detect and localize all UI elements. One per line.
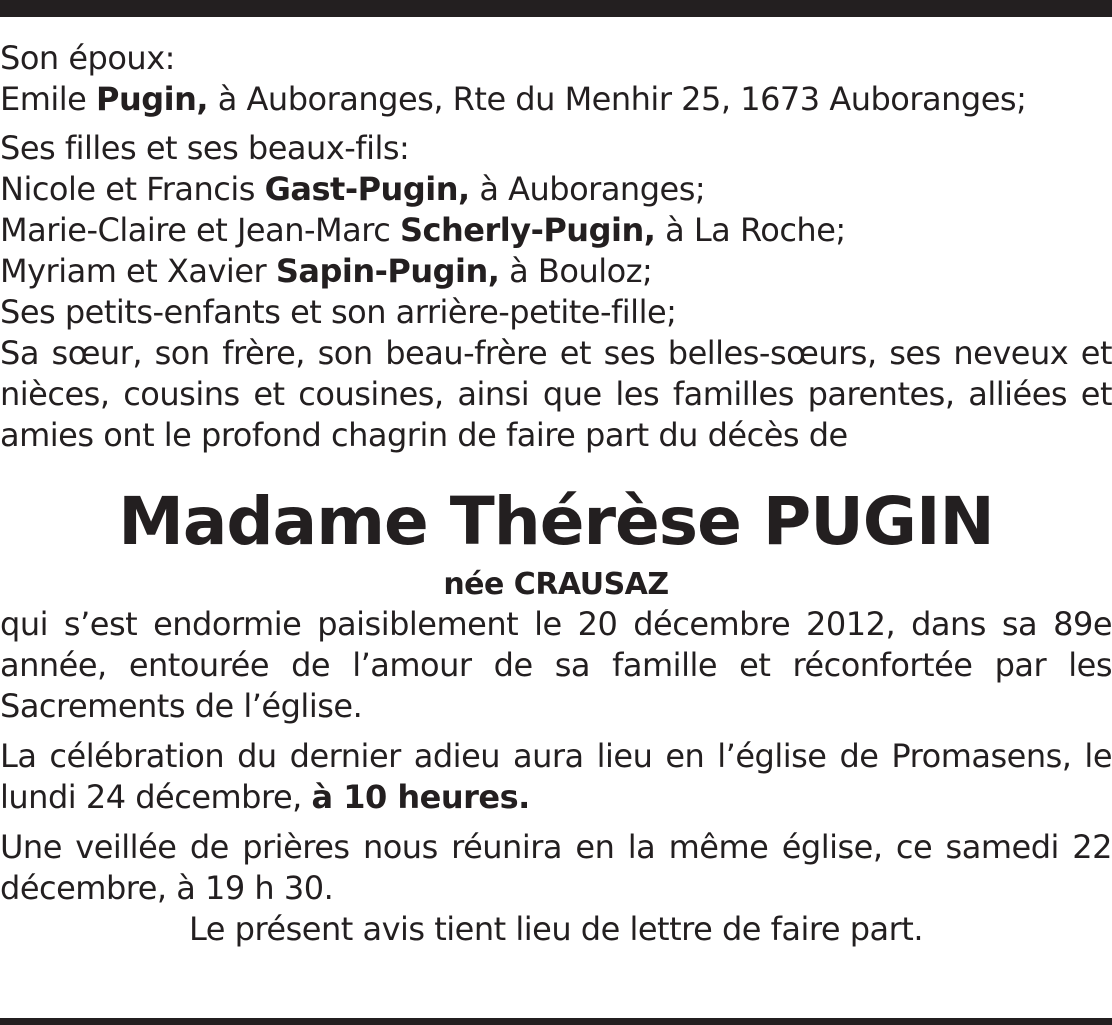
passing-paragraph: qui s’est endormie paisiblement le 20 décembre 2012, dans sa 89e année, entourée de l’amour de sa famille et réconfortée par les Sacrements de l’église. — [0, 605, 1112, 725]
daughter-surname: Gast-Pugin, — [264, 170, 470, 208]
spouse-surname: Pugin, — [96, 80, 209, 118]
daughter-line — [0, 210, 1112, 251]
bottom-border-rule — [0, 1018, 1112, 1025]
daughter-line — [0, 251, 1112, 292]
ceremony-time: à 10 heures. — [311, 778, 530, 816]
daughter-place: à Bouloz; — [499, 252, 653, 290]
daughter-names: Marie-Claire et Jean-Marc — [0, 211, 400, 249]
maiden-name: née CRAUSAZ — [443, 567, 669, 602]
ceremony-text: La célébration du dernier adieu aura lieu en l’église de Promasens, le lundi 24 décembre, — [0, 737, 1112, 816]
daughter-surname: Sapin-Pugin, — [275, 252, 500, 290]
deceased-name: Madame Thérèse PUGIN — [118, 483, 994, 560]
daughter-place: à La Roche; — [655, 211, 846, 249]
closing-line: Le présent avis tient lieu de lettre de faire part. — [189, 910, 923, 948]
vigil-paragraph: Une veillée de prières nous réunira en la même église, ce samedi 22 décembre, à 19 h 30. — [0, 828, 1112, 907]
spouse-heading: Son époux: — [0, 39, 175, 77]
family-paragraph: Sa sœur, son frère, son beau-frère et ses belles-sœurs, ses neveux et nièces, cousins et cousines, ainsi que les familles parentes, alliées et amies ont le profond chagrin de faire part du décès de — [0, 334, 1112, 454]
ceremony-paragraph — [0, 736, 1112, 818]
spouse-first-name: Emile — [0, 80, 97, 118]
daughter-surname: Scherly-Pugin, — [399, 211, 656, 249]
grandchildren-line: Ses petits-enfants et son arrière-petite-fille; — [0, 293, 677, 331]
daughter-names: Nicole et Francis — [0, 170, 265, 208]
top-border-rule — [0, 0, 1112, 17]
daughter-line — [0, 169, 1112, 210]
obituary-notice — [0, 38, 1112, 950]
daughter-place: à Auboranges; — [469, 170, 706, 208]
spouse-address: à Auboranges, Rte du Menhir 25, 1673 Auboranges; — [208, 80, 1027, 118]
daughter-names: Myriam et Xavier — [0, 252, 276, 290]
daughters-heading: Ses filles et ses beaux-fils: — [0, 129, 410, 167]
spouse-line — [0, 79, 1112, 120]
